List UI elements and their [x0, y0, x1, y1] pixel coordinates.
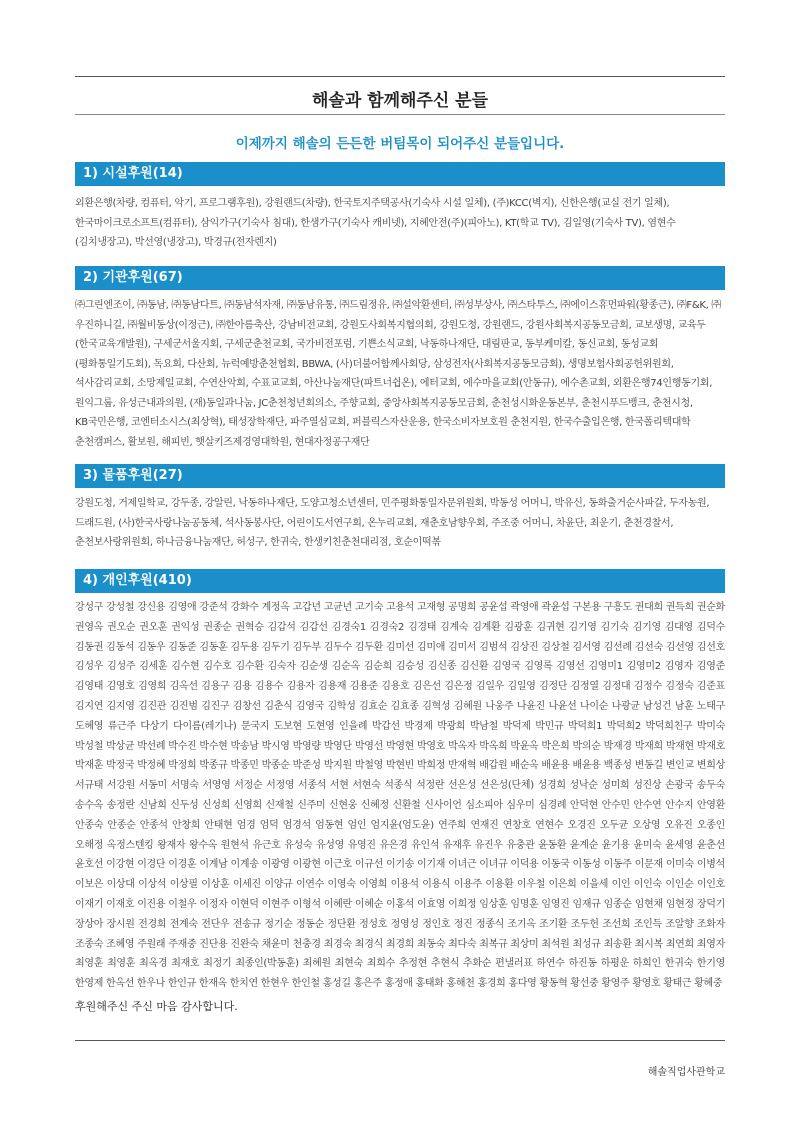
thanks-message: 후원해주신 주신 마음 감사합니다.: [75, 1000, 238, 1013]
section-body-facility: 외환은행(차량, 컴퓨터, 악기, 프로그램후원), 강원랜드(차량), 한국토지주택공사(기숙사 시설 일체), (주)KCC(벽지), 신한은행(교실 전기 일체), 한국마이크로소프트(컴퓨터), 삼익가구(기숙사 침대), 한샘가구(기숙사 캐비넷), 지혜안전(주)(피아노), KT(학교 TV), 김일영(기숙사 TV), 염현수(김치냉장고), 박선영(냉장고), 박경규(전자렌지): [75, 198, 676, 248]
section-body-individual: 강성구 강성철 강신용 김영애 강준석 강화수 계정옥 고갑년 고균년 고기숙 고용석 고재형 공명희 공윤섭 곽영애 곽윤섭 구본용 구흥도 권대희 권득희 권순화 권영옥 권오순 권오훈 권익성 권종순 권혁승 김갑석 김갑선 김경숙1 김경숙2 김경태 김계숙 김계환 김광훈 김귀현 김기영 김기숙 김기영 김대영 김덕수 김동권 김동석 김동우 김동준 김동훈 김두용 김두기 김두부 김두수 김두환 김미선 김미애 김미서 김범석 김상진 김상철 김서영 김선례 김선숙 김선영 김선호 김성우 김성주 김세훈 김수현 김수호 김수환 김숙자 김순생 김순옥 김순희 김승성 김신종 김신환 김영국 김영록 김영선 김영미1 김영미2 김영자 김영준 김영태 김영호 김영희 김옥선 김용구 김용 김용수 김용자 김용재 김용준 김용호 김은선 김은정 김일우 김일영 김정단 김정열 김정대 김정수 김정숙 김준표 김지연 김지영 김진관 김진범 김진구 김창선 김춘식 김영국 김학성 김효순 김효종 김혁성 김혜원 나웅주 나윤진 나윤선 나이순 나광균 남성건 남훈 노태구 도혜영 류근주 다상기 다이름(레기나) 문국지 도보현 도현영 인을례 박갑선 박경제 박광희 박남철 박덕제 박민규 박덕희1 박덕희2 박덕희친구 박미숙 박성철 박상균 박선례 박수진 박수현 박송남 박시영 박영량 박영단 박영선 박영현 박영호 박옥자 박옥희 박윤옥 박은희 박의순 박재경 박재희 박재현 박재호 박재훈 박정국 박정혜 박정희 박종규 박종민 박종순 박준성 박지원 박철영 박현빈 박희정 반재혁 배갑원 배순옥 배윤용 배윤용 백종성 변동길 변인교 변희상 서규태 서강원 서동미 서명숙 서영영 서정순 서정영 서종석 서현 서현숙 석종식 석정란 선은성 선은성(단체) 성경희 성낙순 성미희 성진상 손광국 송두숙 송수옥 송정란 신남희 신두성 신성희 신영희 신재철 신주미 신현웅 신혜정 신환철 신사이언 심소피아 심우미 심경례 안덕현 안수민 안수연 안수지 안영환 안종숙 안종순 안종석 안창희 안태현 엄경 엄덕 엄경석 엄동현 엄인 엄지윤(엄도윤) 연주희 연재진 연창호 연현수 오경진 오두균 오상영 오유진 오종인 오해정 옥정스텐킹 왕재자 왕수옥 원현석 유근호 유성숙 유성영 유영진 유은경 유인석 유재후 유진우 유충관 윤동환 윤계순 윤기용 윤미숙 윤세영 윤춘선 윤호선 이강현 이경단 이경훈 이계남 이계송 이광영 이광현 이근호 이규선 이기송 이기재 이녀근 이녀규 이덕용 이동국 이동성 이동주 이문재 이미숙 이병석 이보은 이상대 이상석 이상필 이상훈 이세진 이양규 이연수 이영숙 이영희 이용석 이용식 이용주 이용환 이우철 이은희 이을세 이인 이인숙 이인순 이인호 이재기 이재호 이진용 이철우 이정자 이현덕 이현주 이형석 이혜란 이혜순 이홍석 이효영 이희정 임상훈 임명훈 임영진 임재규 임종순 임현채 임현정 장덕기 장상아 장시원 전경희 전계숙 전단우 전송규 정기순 정동순 정단환 정성호 정영성 정인호 정진 정종식 조기옥 조기환 조두헌 조선희 조인득 조알향 조화자 조종숙 조혜영 주원래 주재중 진단용 진완숙 채윤미 천충경 최경숙 최경식 최경희 최동숙 최다숙 최복규 최상미 최석원 최성규 최송환 최시복 최연희 최영자 최영훈 최영훈 최옥경 최재호 최정기 최종인(박동훈) 최혜원 최현숙 최희수 추정현 추현식 추화순 편낼러표 하연수 하진동 하평운 하희인 한귀숙 한기영 한영제 한옥선 한우나 한인규 한재옥 한치연 한현우 한인철 홍성길 홍은주 홍정애 홍태화 홍해천 홍경희 홍다영 황동혁 황선중 황영주 황영호 황태근 황혜중: [75, 602, 725, 990]
section-heading-goods: 3) 물품후원(27): [75, 464, 725, 488]
section-body-institution: ㈜그린엔조이, ㈜동남, ㈜동남다트, ㈜동남석자재, ㈜동남유통, ㈜드림정유, ㈜설악환센터, ㈜성부상사, ㈜스타투스, ㈜에이스휴먼파워(황종근), ㈜F&K, ㈜우진하니길, ㈜월비동상(이정근), ㈜한아름축산, 강남비전교회, 강원도사회복지협의회, 강원도청, 강원랜드, 강원사회복지공동모금회, 교보생명, 교육두(한국교육개발원), 구세군서울지회, 구세군춘천교회, 국가비전포럼, 기쁜소식교회, 낙동하나재단, 대림판교, 동부케미칼, 동신교회, 동성교회(평화통일기도회), 독요회, 다산회, 뉴럭예방춘천협회, BBWA, (사)더불어함께사회당, 삼성전자(사회복지공동모금회), 생명보험사회공헌위원회, 석사감리교회, 소망제일교회, 수연산악회, 수표교교회, 아산나눔재단(파트너쉽온), 에터교회, 에수마을교회(안동규), 에수촌교회, 외환은행74인행동기회, 원익그룹, 유성근내과의원, (재)동일과나눔, JC춘천청년회의소, 주향교회, 중앙사회복지공동모금회, 춘천성시화운동본부, 춘천시푸드뱅크, 춘천시청, KB국민은행, 코엔터소시스(최상혁), 태성장학재단, 파주열심교회, 퍼블릭스자산운용, 한국소비자보호원 춘천지원, 한국수출입은행, 한국폴리텍대학 춘천캠퍼스, 활보원, 해피빈, 햇살키즈제경영대학원, 현대자정공구재단: [75, 300, 722, 448]
section-body-goods: 강원도청, 거제일학교, 강두종, 강알린, 낙동하나재단, 도양고청소년센터, 민주평화통일자문위원회, 박동성 어머니, 박유신, 동화출거순사파갈, 두자농원, 드래드원, (사)한국사랑나눔공동체, 석사동봉사단, 어린이도서연구회, 온누리교회, 재춘호남향우회, 주조중 어머니, 차윤단, 최운기, 춘천경찰서, 춘천보사랑위원회, 하나금융나눔재단, 허성구, 한귀숙, 한생키친춘천대리점, 호순이떡볶: [75, 498, 710, 548]
page-title: 해솔과 함께해주신 분들: [311, 91, 489, 111]
section-heading-institution: 2) 기관후원(67): [75, 266, 725, 290]
title-underline: [75, 114, 725, 115]
footer-organization: 해솔직업사관학교: [647, 1067, 725, 1078]
top-divider: [75, 76, 725, 77]
page-subtitle: 이제까지 해솔의 든든한 버팀목이 되어주신 분들입니다.: [235, 136, 565, 152]
section-heading-individual: 4) 개인후원(410): [75, 569, 725, 593]
section-heading-facility: 1) 시설후원(14): [75, 162, 725, 186]
bottom-divider: [75, 1040, 725, 1041]
